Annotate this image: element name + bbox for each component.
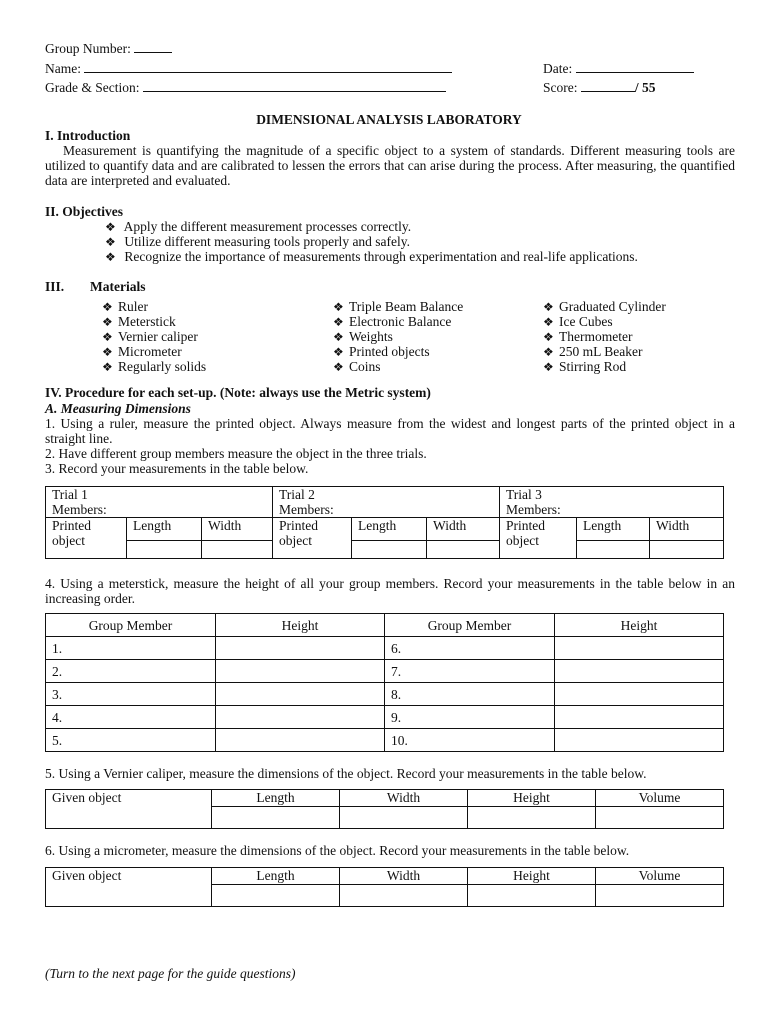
material-item: ❖ Graduated Cylinder bbox=[543, 299, 666, 314]
height-header: Height bbox=[468, 790, 596, 807]
group-number-blank[interactable] bbox=[134, 40, 172, 53]
width-header: Width bbox=[340, 790, 468, 807]
objective-item: ❖ Recognize the importance of measurements through experimentation and real-life applications. bbox=[105, 249, 638, 264]
vernier-table bbox=[45, 789, 724, 829]
length-header: Length bbox=[127, 518, 202, 541]
date-blank[interactable] bbox=[576, 60, 694, 73]
trial-2-members[interactable]: Members: bbox=[279, 502, 334, 517]
length-header: Length bbox=[577, 518, 650, 541]
table-row bbox=[46, 683, 724, 706]
introduction-heading: I. Introduction bbox=[45, 128, 131, 143]
trial-3-length-cell[interactable] bbox=[577, 541, 650, 559]
material-item: ❖ Printed objects bbox=[333, 344, 430, 359]
height-cell[interactable] bbox=[555, 660, 724, 683]
vernier-volume-cell[interactable] bbox=[596, 807, 724, 829]
bullet-diamond-icon: ❖ bbox=[102, 330, 113, 344]
vernier-height-cell[interactable] bbox=[468, 807, 596, 829]
bullet-diamond-icon: ❖ bbox=[105, 220, 116, 234]
vernier-length-cell[interactable] bbox=[212, 807, 340, 829]
volume-header: Volume bbox=[596, 790, 724, 807]
vernier-width-cell[interactable] bbox=[340, 807, 468, 829]
bullet-diamond-icon: ❖ bbox=[543, 330, 554, 344]
height-cell[interactable] bbox=[216, 729, 385, 752]
micrometer-length-cell[interactable] bbox=[212, 885, 340, 907]
member-cell[interactable]: 8. bbox=[385, 683, 555, 706]
trial-1-width-cell[interactable] bbox=[202, 541, 273, 559]
trial-3-members[interactable]: Members: bbox=[506, 502, 561, 517]
table-row bbox=[46, 706, 724, 729]
height-header: Height bbox=[555, 614, 724, 637]
materials-heading: Materials bbox=[90, 279, 146, 294]
member-cell[interactable]: 10. bbox=[385, 729, 555, 752]
bullet-diamond-icon: ❖ bbox=[543, 345, 554, 359]
member-cell[interactable]: 1. bbox=[46, 637, 216, 660]
height-cell[interactable] bbox=[216, 706, 385, 729]
bullet-diamond-icon: ❖ bbox=[105, 235, 116, 249]
width-header: Width bbox=[340, 868, 468, 885]
procedure-step-1: 1. Using a ruler, measure the printed object. Always measure from the widest and longest parts of the printed object in a straight line. bbox=[45, 416, 735, 446]
heights-table bbox=[45, 613, 724, 752]
score-blank[interactable] bbox=[581, 79, 635, 92]
micrometer-volume-cell[interactable] bbox=[596, 885, 724, 907]
height-cell[interactable] bbox=[216, 683, 385, 706]
procedure-step-3: 3. Record your measurements in the table below. bbox=[45, 461, 309, 476]
bullet-diamond-icon: ❖ bbox=[333, 345, 344, 359]
group-number-line bbox=[45, 40, 172, 56]
trial-1-header: Trial 1 Members: bbox=[46, 487, 273, 518]
printed-object-header: Printed object bbox=[46, 518, 127, 559]
member-cell[interactable]: 3. bbox=[46, 683, 216, 706]
objective-item: ❖ Utilize different measuring tools properly and safely. bbox=[105, 234, 411, 249]
materials-column-3 bbox=[543, 299, 666, 374]
materials-heading-number: III. bbox=[45, 279, 65, 294]
grade-section-label: Grade & Section: bbox=[45, 80, 140, 95]
trial-2-length-cell[interactable] bbox=[352, 541, 427, 559]
score-line bbox=[543, 79, 656, 95]
material-item: ❖ 250 mL Beaker bbox=[543, 344, 643, 359]
date-label: Date: bbox=[543, 61, 573, 76]
material-item: ❖ Vernier caliper bbox=[102, 329, 198, 344]
objectives-heading: II. Objectives bbox=[45, 204, 123, 219]
height-cell[interactable] bbox=[555, 683, 724, 706]
trial-2-header: Trial 2 Members: bbox=[273, 487, 500, 518]
bullet-diamond-icon: ❖ bbox=[543, 360, 554, 374]
material-item: ❖ Regularly solids bbox=[102, 359, 207, 374]
name-label: Name: bbox=[45, 61, 81, 76]
material-item: ❖ Ice Cubes bbox=[543, 314, 613, 329]
length-header: Length bbox=[212, 868, 340, 885]
material-item: ❖ Triple Beam Balance bbox=[333, 299, 464, 314]
material-item: ❖ Coins bbox=[333, 359, 381, 374]
length-header: Length bbox=[212, 790, 340, 807]
bullet-diamond-icon: ❖ bbox=[333, 330, 344, 344]
height-header: Height bbox=[216, 614, 385, 637]
table-row bbox=[46, 660, 724, 683]
objectives-list bbox=[105, 219, 638, 264]
procedure-step-2: 2. Have different group members measure the object in the three trials. bbox=[45, 446, 427, 461]
printed-object-header: Printed object bbox=[273, 518, 352, 559]
procedure-heading: IV. Procedure for each set-up. (Note: always use the Metric system) bbox=[45, 385, 431, 400]
height-cell[interactable] bbox=[216, 637, 385, 660]
bullet-diamond-icon: ❖ bbox=[105, 250, 116, 264]
width-header: Width bbox=[427, 518, 500, 541]
height-cell[interactable] bbox=[555, 729, 724, 752]
trial-3-width-cell[interactable] bbox=[650, 541, 724, 559]
materials-column-2 bbox=[333, 299, 463, 374]
group-member-header: Group Member bbox=[385, 614, 555, 637]
table-row bbox=[46, 637, 724, 660]
group-member-header: Group Member bbox=[46, 614, 216, 637]
micrometer-height-cell[interactable] bbox=[468, 885, 596, 907]
footer-note: (Turn to the next page for the guide questions) bbox=[45, 966, 296, 981]
section-a-heading: A. Measuring Dimensions bbox=[45, 401, 191, 416]
trials-table bbox=[45, 486, 724, 559]
name-blank[interactable] bbox=[84, 60, 452, 73]
score-total: / 55 bbox=[634, 80, 656, 95]
bullet-diamond-icon: ❖ bbox=[102, 360, 113, 374]
material-item: ❖ Meterstick bbox=[102, 314, 176, 329]
micrometer-table bbox=[45, 867, 724, 907]
length-header: Length bbox=[352, 518, 427, 541]
member-cell[interactable]: 6. bbox=[385, 637, 555, 660]
given-object-header: Given object bbox=[46, 868, 212, 907]
worksheet-title: DIMENSIONAL ANALYSIS LABORATORY bbox=[256, 112, 522, 127]
member-cell[interactable]: 9. bbox=[385, 706, 555, 729]
trial-1-length-cell[interactable] bbox=[127, 541, 202, 559]
procedure-step-5: 5. Using a Vernier caliper, measure the dimensions of the object. Record your measurements in the table below. bbox=[45, 766, 647, 781]
volume-header: Volume bbox=[596, 868, 724, 885]
member-cell[interactable]: 5. bbox=[46, 729, 216, 752]
member-cell[interactable]: 4. bbox=[46, 706, 216, 729]
material-item: ❖ Stirring Rod bbox=[543, 359, 627, 374]
material-item: ❖ Micrometer bbox=[102, 344, 182, 359]
date-line bbox=[543, 60, 694, 76]
height-cell[interactable] bbox=[555, 637, 724, 660]
height-cell[interactable] bbox=[216, 660, 385, 683]
height-cell[interactable] bbox=[555, 706, 724, 729]
bullet-diamond-icon: ❖ bbox=[333, 300, 344, 314]
trial-3-header: Trial 3 Members: bbox=[500, 487, 724, 518]
given-object-header: Given object bbox=[46, 790, 212, 829]
grade-section-blank[interactable] bbox=[143, 79, 446, 92]
member-cell[interactable]: 7. bbox=[385, 660, 555, 683]
bullet-diamond-icon: ❖ bbox=[333, 360, 344, 374]
member-cell[interactable]: 2. bbox=[46, 660, 216, 683]
material-item: ❖ Weights bbox=[333, 329, 393, 344]
name-line bbox=[45, 60, 452, 76]
trial-2-width-cell[interactable] bbox=[427, 541, 500, 559]
bullet-diamond-icon: ❖ bbox=[102, 315, 113, 329]
materials-column-1 bbox=[102, 299, 206, 374]
bullet-diamond-icon: ❖ bbox=[543, 300, 554, 314]
material-item: ❖ Thermometer bbox=[543, 329, 633, 344]
material-item: ❖ Ruler bbox=[102, 299, 148, 314]
printed-object-header: Printed object bbox=[500, 518, 577, 559]
material-item: ❖ Electronic Balance bbox=[333, 314, 452, 329]
objective-item: ❖ Apply the different measurement processes correctly. bbox=[105, 219, 412, 234]
bullet-diamond-icon: ❖ bbox=[102, 345, 113, 359]
procedure-step-6: 6. Using a micrometer, measure the dimensions of the object. Record your measurements in the table below. bbox=[45, 843, 630, 858]
micrometer-width-cell[interactable] bbox=[340, 885, 468, 907]
height-header: Height bbox=[468, 868, 596, 885]
bullet-diamond-icon: ❖ bbox=[333, 315, 344, 329]
width-header: Width bbox=[202, 518, 273, 541]
width-header: Width bbox=[650, 518, 724, 541]
bullet-diamond-icon: ❖ bbox=[102, 300, 113, 314]
trial-1-members[interactable]: Members: bbox=[52, 502, 107, 517]
group-number-label: Group Number: bbox=[45, 41, 131, 56]
bullet-diamond-icon: ❖ bbox=[543, 315, 554, 329]
score-label: Score: bbox=[543, 80, 578, 95]
introduction-paragraph: Measurement is quantifying the magnitude of a specific object to a system of standards. Different measuring tools are utilized to quantify data and are calibrated to lessen the errors that can arise during the process. After measuring, the quantified data are interpreted and evaluated. bbox=[45, 143, 735, 188]
procedure-step-4: 4. Using a meterstick, measure the height of all your group members. Record your measurements in the table below in an increasing order. bbox=[45, 576, 735, 606]
grade-section-line bbox=[45, 79, 446, 95]
table-row bbox=[46, 729, 724, 752]
